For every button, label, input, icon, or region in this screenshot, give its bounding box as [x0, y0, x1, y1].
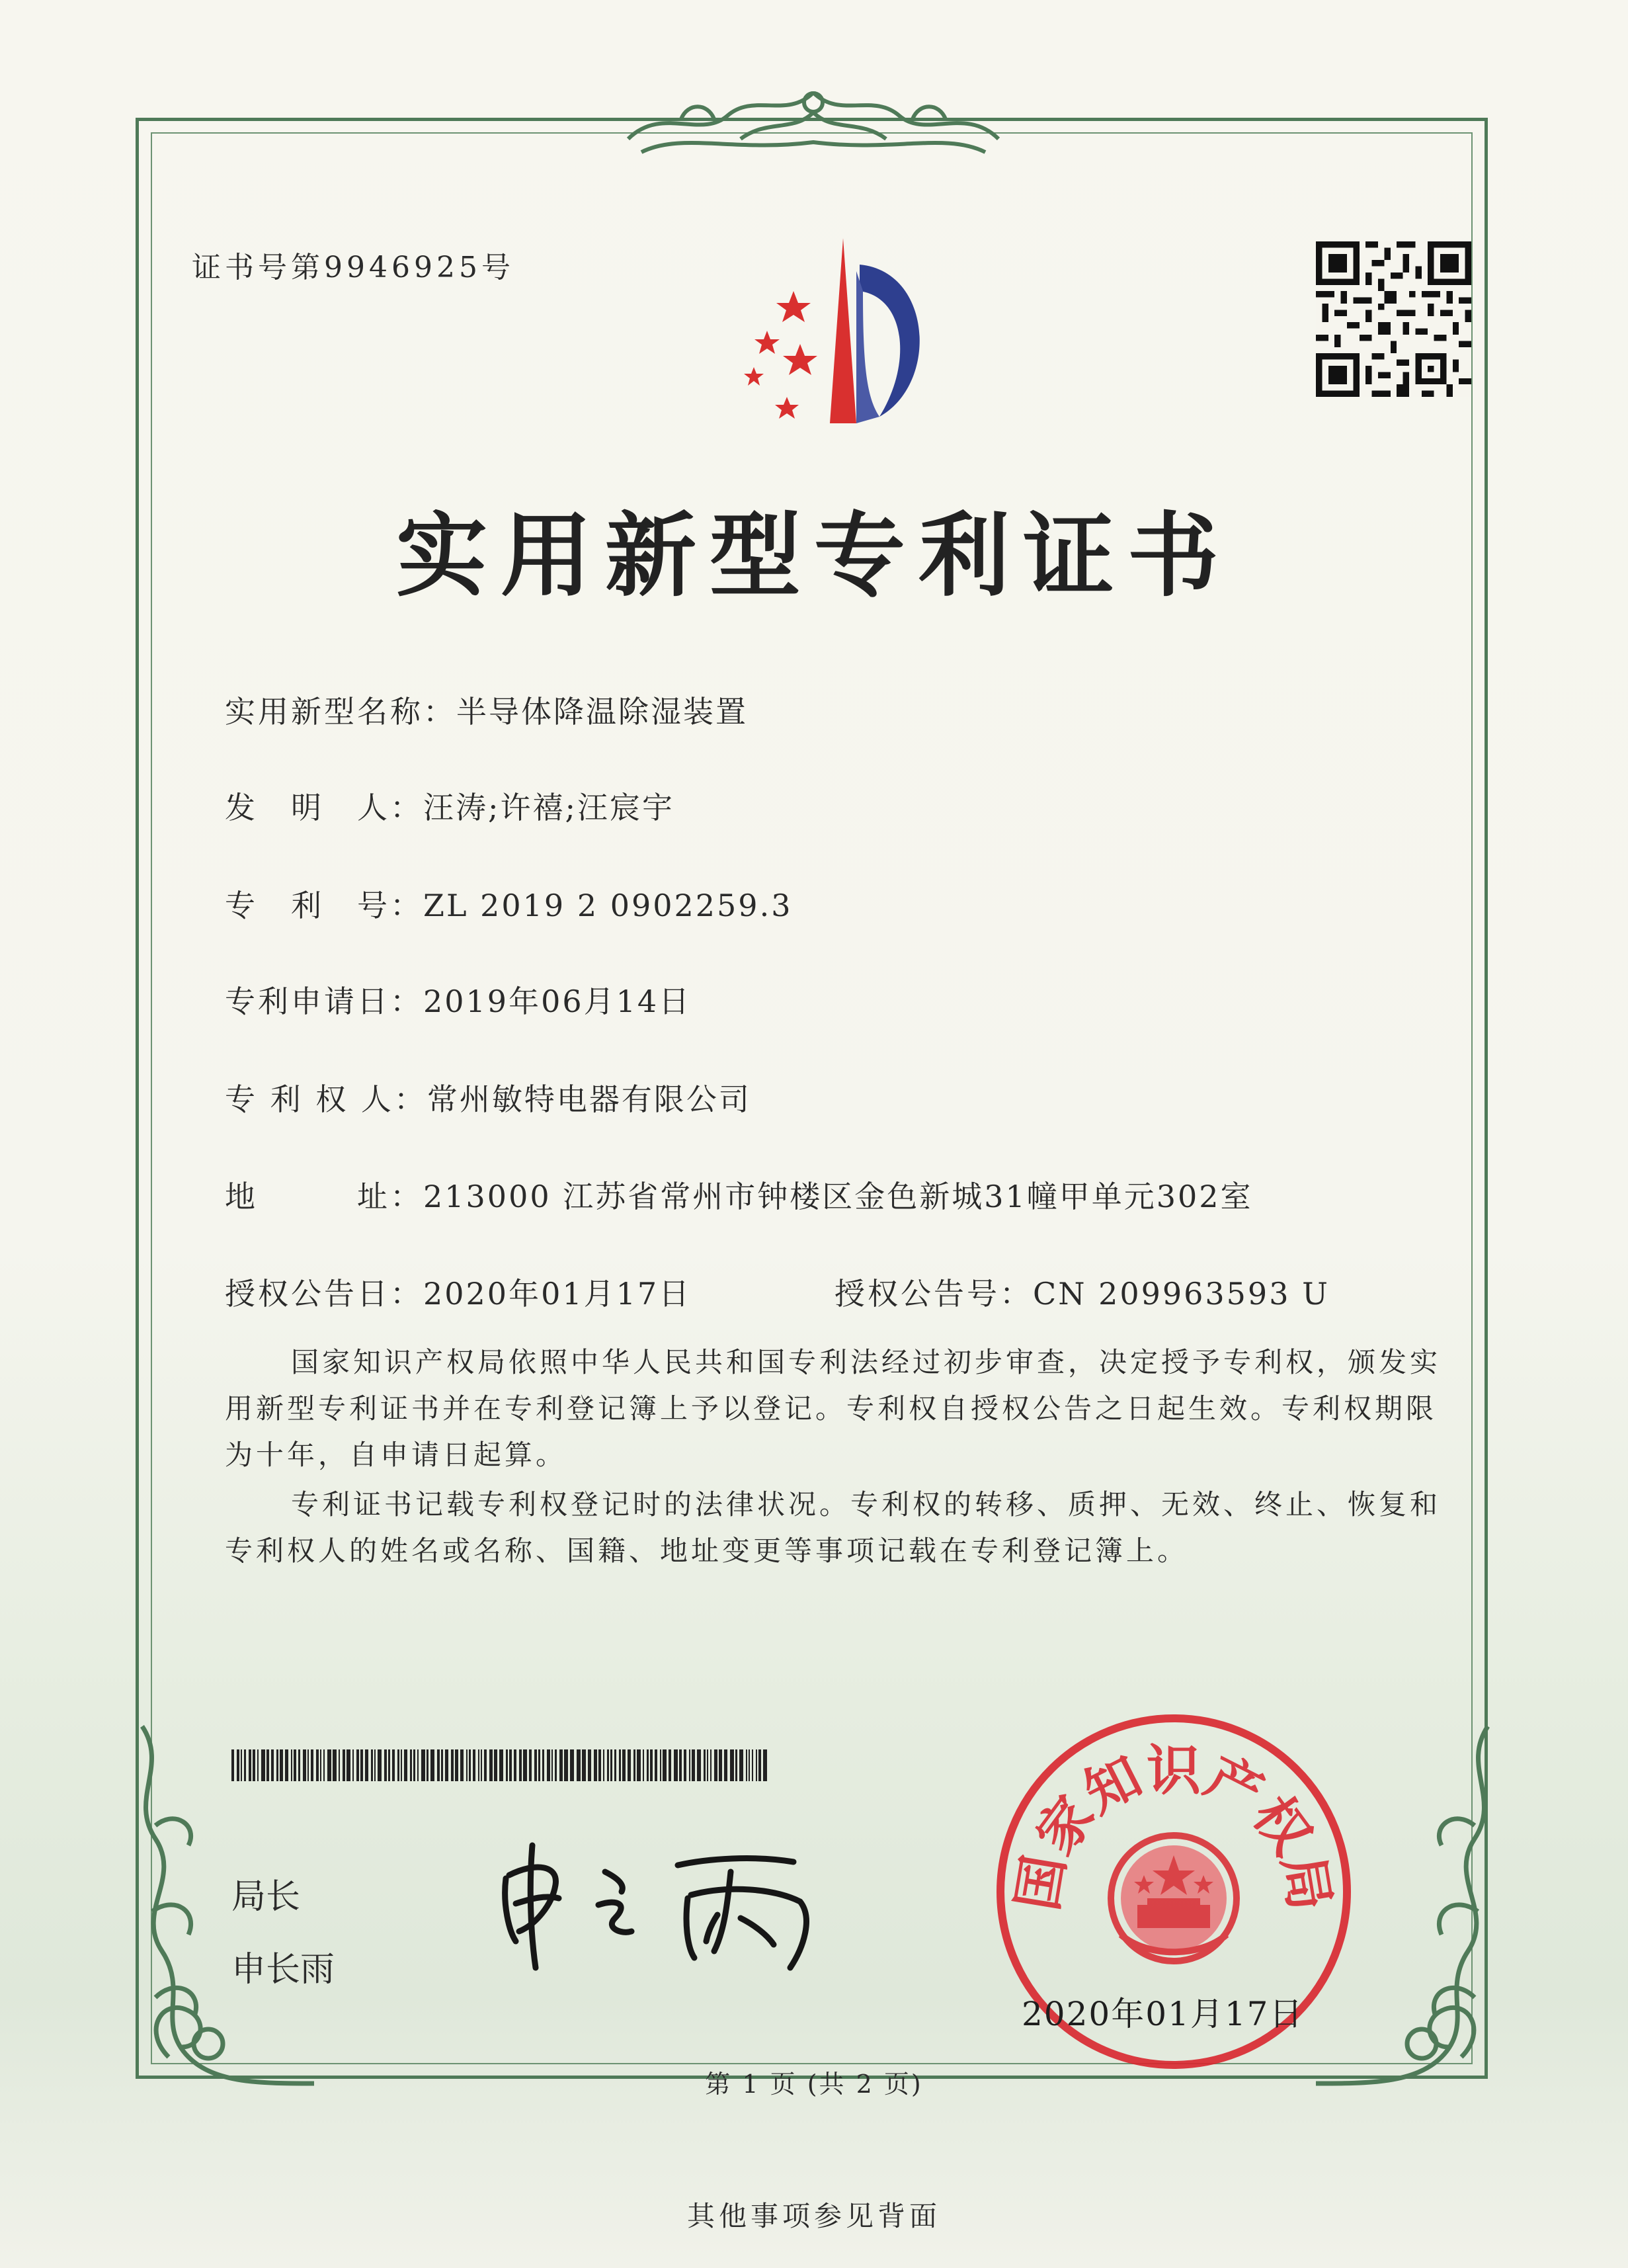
- barcode-bar: [555, 1749, 557, 1781]
- barcode-bar: [650, 1749, 653, 1781]
- barcode-bar: [371, 1749, 373, 1781]
- field-value: ZL 2019 2 0902259.3: [423, 888, 793, 923]
- barcode-bar: [307, 1749, 309, 1781]
- barcode-bar: [542, 1749, 544, 1781]
- field-patent-number: [225, 882, 792, 925]
- barcode-bar: [692, 1749, 695, 1781]
- barcode-bar: [276, 1749, 278, 1781]
- field-grant-number: [834, 1270, 1330, 1314]
- director-title: 局长: [231, 1877, 301, 1917]
- barcode-bar: [249, 1749, 251, 1781]
- barcode-bar: [749, 1749, 750, 1781]
- barcode-bar: [660, 1749, 661, 1781]
- field-label: 专利申请日：: [225, 984, 423, 1019]
- barcode-bar: [441, 1749, 443, 1781]
- barcode-bar: [730, 1749, 734, 1781]
- barcode-bar: [421, 1749, 425, 1781]
- barcode-bar: [735, 1749, 737, 1781]
- barcode-bar: [534, 1749, 537, 1781]
- barcode-bar: [261, 1749, 265, 1781]
- director-signature-icon: [489, 1826, 860, 1978]
- barcode-bar: [622, 1749, 626, 1781]
- seal-date: 2020年01月17日: [1022, 1995, 1304, 2033]
- barcode-bar: [529, 1749, 532, 1781]
- barcode-bar: [655, 1749, 657, 1781]
- barcode-bar: [577, 1749, 581, 1781]
- field-label: 授权公告号：: [834, 1276, 1033, 1312]
- barcode-bar: [494, 1749, 497, 1781]
- director-name: 申长雨: [231, 1950, 335, 1990]
- barcode-bar: [551, 1749, 553, 1781]
- barcode-bar: [455, 1749, 458, 1781]
- field-patentee: [225, 1075, 751, 1119]
- barcode-bar: [506, 1749, 508, 1781]
- barcode-bar: [559, 1749, 563, 1781]
- qr-code-icon: [1316, 241, 1471, 397]
- barcode-bar: [303, 1749, 306, 1781]
- barcode-bar: [469, 1749, 471, 1781]
- barcode-bar: [637, 1749, 641, 1781]
- barcode-bar: [253, 1749, 255, 1781]
- barcode-bar: [437, 1749, 440, 1781]
- barcode-bar: [564, 1749, 568, 1781]
- field-inventor: [225, 784, 674, 827]
- barcode-bar: [384, 1749, 387, 1781]
- barcode-bar: [489, 1749, 493, 1781]
- barcode-bar: [523, 1749, 527, 1781]
- barcode-bar: [231, 1749, 234, 1781]
- barcode-bar: [704, 1749, 706, 1781]
- barcode-bar: [758, 1749, 761, 1781]
- barcode-bar: [697, 1749, 701, 1781]
- barcode-bar: [271, 1749, 274, 1781]
- barcode-bar: [388, 1749, 390, 1781]
- barcode-bar: [430, 1749, 434, 1781]
- barcode-bar: [594, 1749, 597, 1781]
- field-label: 发 明 人：: [225, 790, 423, 825]
- barcode-bar: [343, 1749, 345, 1781]
- barcode-bar: [724, 1749, 727, 1781]
- barcode-bar: [445, 1749, 448, 1781]
- barcode-bar: [266, 1749, 269, 1781]
- barcode-bar: [404, 1749, 407, 1781]
- page-number: 第 1 页 (共 2 页): [705, 2070, 923, 2099]
- svg-text:国家知识产权局: 国家知识产权局: [1006, 1740, 1342, 1915]
- field-label: 授权公告日：: [225, 1276, 423, 1312]
- barcode-bar: [323, 1749, 325, 1781]
- barcode-bar: [360, 1749, 363, 1781]
- barcode-bar: [244, 1749, 246, 1781]
- field-label: 地 址：: [225, 1179, 423, 1214]
- barcode-bar: [669, 1749, 671, 1781]
- barcode-bar: [298, 1749, 300, 1781]
- field-label: 实用新型名称：: [225, 694, 456, 730]
- barcode-bar: [397, 1749, 399, 1781]
- barcode-bar: [684, 1749, 686, 1781]
- field-address: [225, 1173, 1253, 1216]
- field-application-date: [225, 978, 691, 1021]
- barcode-bar: [346, 1749, 350, 1781]
- barcode-bar: [466, 1749, 468, 1781]
- barcode-bar: [320, 1749, 321, 1781]
- field-value: 213000 江苏省常州市钟楼区金色新城31幢甲单元302室: [423, 1179, 1253, 1214]
- field-label: 专 利 号：: [225, 888, 423, 923]
- barcode-bar: [352, 1749, 354, 1781]
- field-value: 常州敏特电器有限公司: [427, 1081, 751, 1117]
- barcode-bar: [339, 1749, 340, 1781]
- barcode-bar: [356, 1749, 359, 1781]
- barcode-bar: [633, 1749, 635, 1781]
- barcode-bar: [291, 1749, 292, 1781]
- barcode-bar: [451, 1749, 454, 1781]
- field-grant-date: [225, 1270, 691, 1314]
- barcode-bar: [752, 1749, 753, 1781]
- field-value: CN 209963593 U: [1033, 1276, 1330, 1312]
- barcode-bar: [756, 1749, 757, 1781]
- barcode-bar: [598, 1749, 601, 1781]
- barcode-bar: [588, 1749, 591, 1781]
- barcode-bar: [547, 1749, 550, 1781]
- field-utility-model-name: [225, 688, 748, 732]
- barcode-bar: [257, 1749, 259, 1781]
- barcode-bar: [679, 1749, 682, 1781]
- barcode-bar: [280, 1749, 283, 1781]
- barcode-bar: [365, 1749, 368, 1781]
- barcode-bar: [410, 1749, 412, 1781]
- barcode-bar: [689, 1749, 690, 1781]
- barcode-bar: [582, 1749, 586, 1781]
- barcode-bar: [714, 1749, 717, 1781]
- barcode-bar: [241, 1749, 242, 1781]
- barcode-bar: [607, 1749, 609, 1781]
- barcode-bar: [499, 1749, 503, 1781]
- barcode-bar: [763, 1749, 767, 1781]
- barcode-bar: [570, 1749, 574, 1781]
- field-value: 半导体降温除湿装置: [456, 694, 748, 730]
- barcode-bar: [378, 1749, 382, 1781]
- barcode-bar: [327, 1749, 331, 1781]
- barcode-bar: [481, 1749, 482, 1781]
- statement-paragraph: 专利证书记载专利权登记时的法律状况。专利权的转移、质押、无效、终止、恢复和专利权人的姓名或名称、国籍、地址变更等事项记载在专利登记簿上。: [225, 1488, 1442, 1567]
- field-label: 专 利 权 人：: [225, 1081, 427, 1117]
- back-note: 其他事项参见背面: [686, 2200, 941, 2232]
- barcode-bar: [619, 1749, 621, 1781]
- barcode-bar: [643, 1749, 644, 1781]
- barcode-bar: [401, 1749, 402, 1781]
- barcode-bar: [707, 1749, 708, 1781]
- barcode-bar: [610, 1749, 612, 1781]
- barcode-bar: [427, 1749, 428, 1781]
- field-value: 2020年01月17日: [423, 1276, 692, 1312]
- barcode-bar: [484, 1749, 487, 1781]
- barcode-bar: [509, 1749, 512, 1781]
- barcode-bar: [719, 1749, 722, 1781]
- barcode-bar: [519, 1749, 522, 1781]
- field-value: 汪涛;许禧;汪宸宇: [423, 790, 674, 825]
- barcode-bar: [603, 1749, 604, 1781]
- barcode-bar: [674, 1749, 678, 1781]
- barcode-bar: [647, 1749, 649, 1781]
- barcode-bar: [628, 1749, 631, 1781]
- field-value: 2019年06月14日: [423, 984, 692, 1019]
- patent-office-emblem-icon: [714, 231, 965, 430]
- barcode-bar: [417, 1749, 419, 1781]
- certificate-title: 实用新型专利证书: [395, 503, 1232, 609]
- top-ornament-icon: [602, 79, 1025, 165]
- barcode-bar: [538, 1749, 540, 1781]
- barcode-icon: [231, 1749, 767, 1781]
- barcode-bar: [710, 1749, 712, 1781]
- barcode-bar: [285, 1749, 288, 1781]
- barcode-bar: [413, 1749, 415, 1781]
- barcode-bar: [333, 1749, 337, 1781]
- barcode-bar: [237, 1749, 239, 1781]
- barcode-bar: [316, 1749, 319, 1781]
- certificate-number: 证书号第9946925号: [192, 251, 514, 284]
- barcode-bar: [739, 1749, 743, 1781]
- barcode-bar: [392, 1749, 395, 1781]
- barcode-bar: [460, 1749, 464, 1781]
- barcode-bar: [514, 1749, 516, 1781]
- barcode-bar: [374, 1749, 376, 1781]
- barcode-bar: [311, 1749, 313, 1781]
- barcode-bar: [478, 1749, 479, 1781]
- barcode-bar: [614, 1749, 616, 1781]
- barcode-bar: [294, 1749, 296, 1781]
- barcode-bar: [746, 1749, 747, 1781]
- barcode-bar: [473, 1749, 475, 1781]
- statement-paragraph: 国家知识产权局依照中华人民共和国专利法经过初步审查，决定授予专利权，颁发实用新型专利证书并在专利登记簿上予以登记。专利权自授权公告之日起生效。专利权期限为十年，自申请日起算。: [225, 1346, 1442, 1471]
- barcode-bar: [663, 1749, 667, 1781]
